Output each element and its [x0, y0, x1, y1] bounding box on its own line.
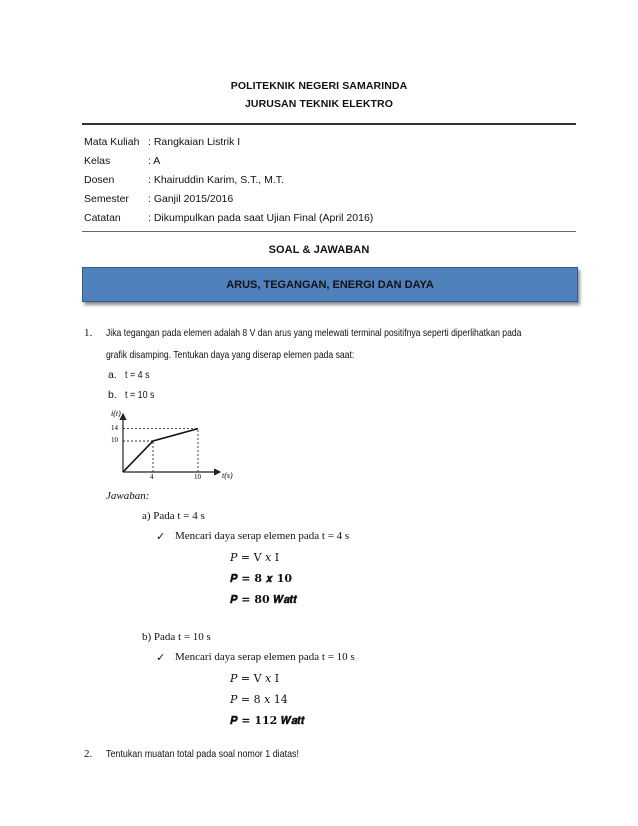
q1-text-line2: grafik disamping. Tentukan daya yang diserap elemen pada saat:: [106, 349, 355, 361]
department-title: JURUSAN TEKNIK ELEKTRO: [244, 98, 394, 110]
info-value-semester: : Ganjil 2015/2016: [148, 193, 234, 205]
info-value-note: : Dikumpulkan pada saat Ujian Final (April 2016): [148, 212, 374, 224]
answer-b-eq1: 𝑃 = V 𝑥 I: [230, 672, 280, 685]
section-title: SOAL & JAWABAN: [268, 244, 370, 256]
answer-a-check-text: Mencari daya serap elemen pada t = 4 s: [175, 530, 350, 542]
answer-a-eq3: 𝑷 = 𝟖𝟎 𝑾𝒂𝒕𝒕: [230, 593, 298, 606]
info-value-course: : Rangkaian Listrik I: [148, 136, 241, 148]
topic-banner-label: ARUS, TEGANGAN, ENERGI DAN DAYA: [226, 278, 434, 291]
chart-series-line: [123, 429, 198, 472]
chart-xtick-10: 10: [194, 473, 201, 480]
q1-a-label: a.: [108, 369, 117, 381]
info-value-lecturer: : Khairuddin Karim, S.T., M.T.: [148, 174, 284, 186]
answer-b-check-text: Mencari daya serap elemen pada t = 10 s: [175, 651, 355, 663]
chart-ylabel: i(t): [111, 409, 121, 418]
q1-b-text: t = 10 s: [125, 389, 155, 401]
institution-title: POLITEKNIK NEGERI SAMARINDA: [230, 80, 408, 92]
chart-ytick-10: 10: [111, 436, 118, 444]
answer-a-heading: a) Pada t = 4 s: [142, 510, 205, 522]
q1-number: 1.: [84, 327, 93, 339]
answer-b-eq3: 𝑷 = 𝟏𝟏𝟐 𝑾𝒂𝒕𝒕: [230, 714, 305, 727]
info-value-class: : A: [148, 155, 161, 167]
chart-xtick-4: 4: [150, 473, 154, 480]
checkmark-icon: ✓: [156, 530, 166, 543]
q2-text: Tentukan muatan total pada soal nomor 1 diatas!: [106, 748, 300, 760]
topic-banner: [82, 267, 578, 302]
current-chart: [108, 408, 248, 480]
q1-a-text: t = 4 s: [125, 369, 150, 381]
checkmark-icon: ✓: [156, 651, 166, 664]
q1-b-label: b.: [108, 389, 117, 401]
answer-b-heading: b) Pada t = 10 s: [142, 631, 211, 643]
answer-a-eq2: 𝑷 = 𝟖 𝒙 𝟏𝟎: [230, 572, 293, 585]
info-label-course: Mata Kuliah: [84, 136, 140, 148]
info-label-note: Catatan: [84, 212, 121, 224]
info-divider: [82, 231, 576, 232]
q1-text-line1: Jika tegangan pada elemen adalah 8 V dan arus yang melewati terminal positifnya seperti diperlihatkan pada: [106, 327, 522, 339]
info-label-semester: Semester: [84, 193, 129, 205]
chart-xlabel: t(s): [222, 471, 233, 480]
answer-b-eq2: 𝑃 = 8 𝑥 14: [230, 693, 288, 706]
chart-ytick-14: 14: [111, 424, 118, 432]
answer-a-eq1: 𝑃 = V 𝑥 I: [230, 551, 280, 564]
q2-number: 2.: [84, 748, 93, 760]
header-divider: [82, 123, 576, 125]
info-label-class: Kelas: [84, 155, 111, 167]
info-label-lecturer: Dosen: [84, 174, 115, 186]
answer-label: Jawaban:: [106, 490, 150, 502]
